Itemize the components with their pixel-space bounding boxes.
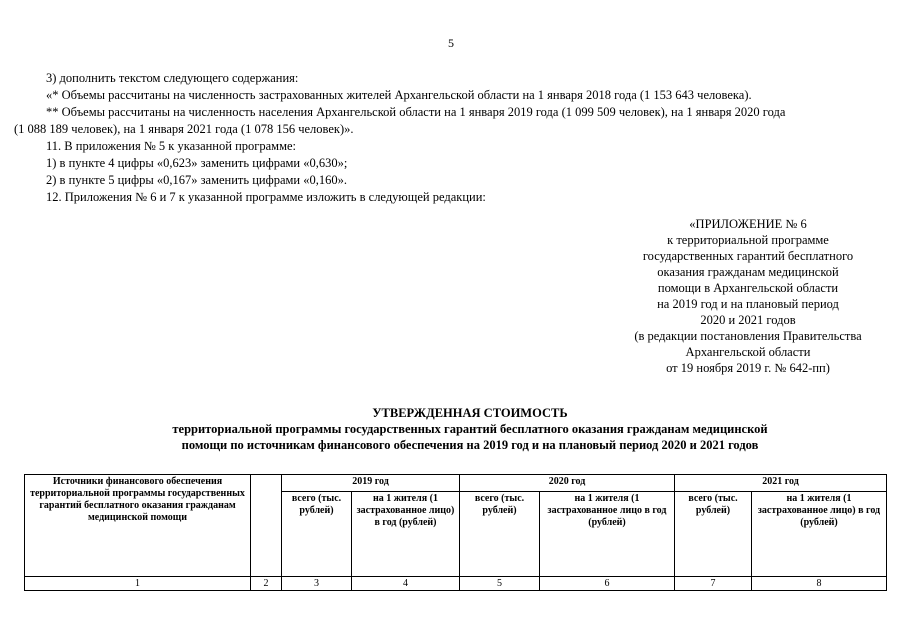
heading-line-3: помощи по источникам финансового обеспечения на 2019 год и на плановый период 2020 и 2021 годов bbox=[181, 438, 759, 452]
cost-table bbox=[24, 474, 887, 591]
appendix-line: 2020 и 2021 годов bbox=[700, 313, 796, 327]
source-header-cell: Источники финансового обеспечения территориальной программы государственных гарантий бесплатного оказания гражданам медицинской помощи bbox=[25, 475, 251, 577]
appendix-line: оказания гражданам медицинской bbox=[657, 265, 839, 279]
page-number: 5 bbox=[448, 36, 454, 50]
document-heading bbox=[40, 405, 900, 453]
column-number: 1 bbox=[25, 577, 251, 591]
column-number: 3 bbox=[282, 577, 352, 591]
appendix-line: на 2019 год и на плановый период bbox=[657, 297, 839, 311]
paragraph-11: 11. В приложения № 5 к указанной программе: bbox=[46, 139, 297, 153]
year-2019-header: 2019 год bbox=[282, 475, 460, 492]
paragraph-12: 12. Приложения № 6 и 7 к указанной программе изложить в следующей редакции: bbox=[46, 190, 486, 204]
appendix-line: государственных гарантий бесплатного bbox=[642, 249, 854, 263]
column-number: 5 bbox=[460, 577, 540, 591]
column-number: 4 bbox=[352, 577, 460, 591]
paragraph-11-item-2: 2) в пункте 5 цифры «0,167» заменить цифрами «0,160». bbox=[46, 173, 347, 187]
paragraph-11-item-1: 1) в пункте 4 цифры «0,623» заменить цифрами «0,630»; bbox=[46, 156, 348, 170]
empty-header-cell bbox=[251, 475, 282, 577]
appendix-line: к территориальной программе bbox=[667, 233, 829, 247]
paragraph-footnote-2: ** Объемы рассчитаны на численность населения Архангельской области на 1 января 2019 года (1 099 509 человек), на 1 января 2020 года bbox=[46, 105, 786, 119]
column-number: 8 bbox=[752, 577, 887, 591]
column-number: 6 bbox=[540, 577, 675, 591]
year-2021-header: 2021 год bbox=[675, 475, 887, 492]
appendix-line: (в редакции постановления Правительства bbox=[634, 329, 862, 343]
paragraph-footnote-1: «* Объемы рассчитаны на численность застрахованных жителей Архангельской области на 1 января 2018 года (1 153 643 человека). bbox=[46, 88, 752, 102]
paragraph-footnote-2-cont: (1 088 189 человек), на 1 января 2021 года (1 078 156 человек)». bbox=[14, 122, 354, 136]
heading-line-2: территориальной программы государственных гарантий бесплатного оказания гражданам медицинской bbox=[172, 422, 768, 436]
column-number: 7 bbox=[675, 577, 752, 591]
appendix-block bbox=[600, 216, 896, 376]
year-2020-header: 2020 год bbox=[460, 475, 675, 492]
sub-header-per-capita-2019: на 1 жителя (1 застрахованное лицо) в год (рублей) bbox=[352, 492, 460, 577]
sub-header-per-capita-2020: на 1 жителя (1 застрахованное лицо в год (рублей) bbox=[540, 492, 675, 577]
column-number: 2 bbox=[251, 577, 282, 591]
sub-header-total-2021: всего (тыс. рублей) bbox=[675, 492, 752, 577]
sub-header-per-capita-2021: на 1 жителя (1 застрахованное лицо) в год (рублей) bbox=[752, 492, 887, 577]
appendix-line: Архангельской области bbox=[685, 345, 811, 359]
appendix-line: от 19 ноября 2019 г. № 642-пп) bbox=[666, 361, 830, 375]
appendix-line: помощи в Архангельской области bbox=[657, 281, 839, 295]
sub-header-total-2020: всего (тыс. рублей) bbox=[460, 492, 540, 577]
appendix-line: «ПРИЛОЖЕНИЕ № 6 bbox=[689, 217, 807, 231]
heading-title: УТВЕРЖДЕННАЯ СТОИМОСТЬ bbox=[372, 406, 568, 420]
paragraph-3-intro: 3) дополнить текстом следующего содержания: bbox=[46, 71, 299, 85]
sub-header-total-2019: всего (тыс. рублей) bbox=[282, 492, 352, 577]
